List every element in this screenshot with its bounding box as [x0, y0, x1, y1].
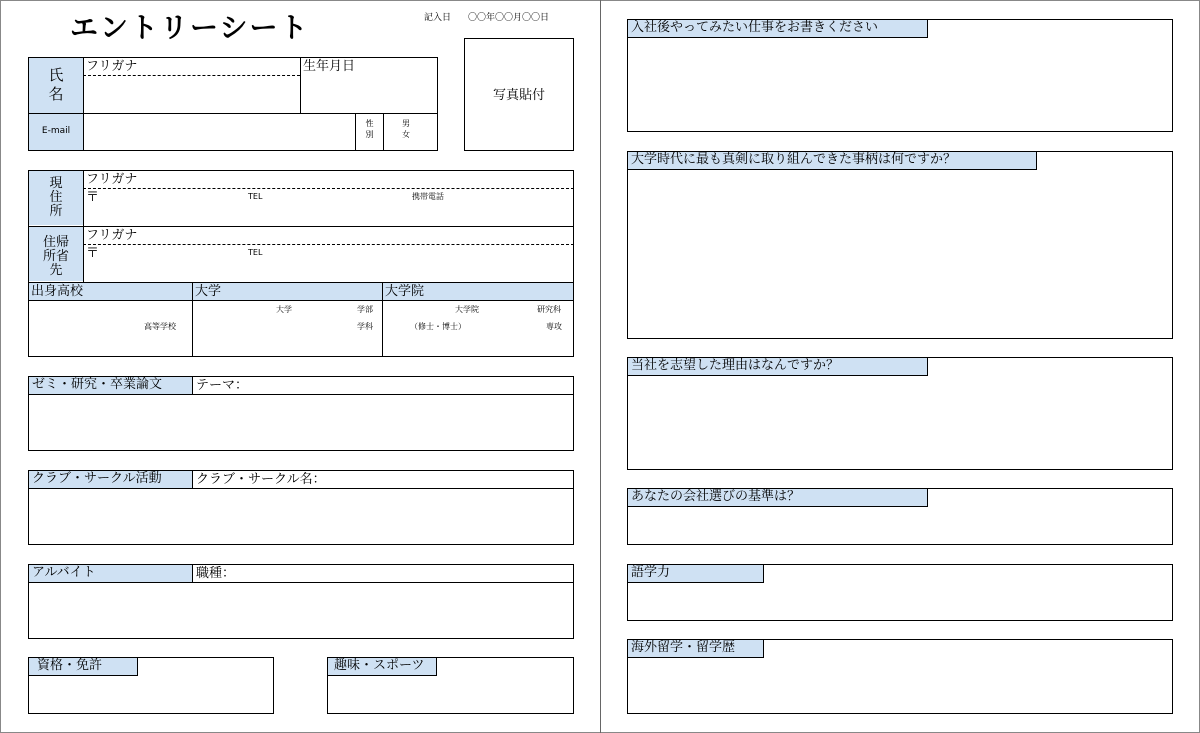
club-line — [28, 488, 574, 489]
home-tel-label: TEL — [248, 248, 263, 257]
current-address-label-cell — [29, 171, 83, 225]
q1-label: 入社後やってみたい仕事をお書きください — [627, 19, 928, 38]
parttime-job-label: 職種： — [196, 566, 236, 581]
university-input[interactable] — [194, 302, 380, 355]
faculty-suffix: 学部 — [357, 305, 373, 314]
education-col-line-2 — [382, 282, 383, 357]
department-suffix: 学科 — [357, 322, 373, 331]
center-divider — [600, 0, 601, 733]
current-furigana-label: フリガナ — [86, 172, 138, 187]
photo-box[interactable] — [464, 38, 574, 151]
license-label: 資格・免許 — [28, 657, 138, 676]
graduate-suffix: 大学院 — [455, 305, 479, 314]
name-label-2: 名 — [48, 85, 64, 103]
gender-label-2: 別 — [365, 130, 374, 139]
university-header: 大学 — [195, 284, 222, 299]
email-label: E-mail — [41, 126, 71, 136]
graduate-header: 大学院 — [385, 284, 425, 299]
highschool-suffix: 高等学校 — [144, 322, 176, 331]
home-address-label-1: 住帰 — [42, 235, 69, 250]
current-postal-mark: 〒 — [86, 190, 100, 205]
birth-col-line — [300, 57, 301, 113]
major-suffix: 専攻 — [546, 322, 562, 331]
address-row-line — [28, 226, 574, 227]
home-address-input[interactable] — [100, 245, 572, 281]
current-address-label-1: 現 — [49, 176, 63, 191]
gender-male[interactable]: 男 — [402, 119, 410, 128]
home-furigana-label: フリガナ — [86, 228, 138, 243]
home-postal-mark: 〒 — [86, 246, 100, 261]
current-mobile-label: 携帯電話 — [412, 192, 444, 201]
graduate-input[interactable] — [384, 302, 572, 355]
language-label: 語学力 — [627, 564, 764, 583]
name-furigana-label: フリガナ — [86, 59, 138, 74]
hobby-label: 趣味・スポーツ — [327, 657, 437, 676]
current-address-label-3: 所 — [49, 204, 63, 219]
home-address-label-3: 先 — [49, 263, 63, 278]
q4-label: あなたの会社選びの基準は？ — [627, 488, 928, 507]
parttime-label: アルバイト — [28, 564, 193, 583]
degree-note: （修士・博士） — [410, 322, 466, 331]
name-label-cell — [29, 58, 83, 113]
q2-label: 大学時代に最も真剣に取り組んできた事柄は何ですか？ — [627, 151, 1037, 170]
name-input[interactable] — [84, 76, 300, 113]
q3-label: 当社を志望した理由はなんですか？ — [627, 357, 928, 376]
home-address-label-2: 所省 — [42, 249, 69, 264]
name-label-1: 氏 — [48, 66, 64, 84]
gender-label-1: 性 — [365, 119, 374, 128]
research-suffix: 研究科 — [537, 305, 561, 314]
seminar-line — [28, 394, 574, 395]
date-value: 〇〇年〇〇月〇〇日 — [468, 13, 550, 23]
q2-box[interactable] — [627, 151, 1173, 339]
gender-female[interactable]: 女 — [402, 130, 410, 139]
highschool-input[interactable] — [30, 302, 190, 355]
study-abroad-label: 海外留学・留学歴 — [627, 639, 764, 658]
club-name-label: クラブ・サークル名： — [196, 472, 326, 487]
club-label: クラブ・サークル活動 — [28, 470, 193, 489]
education-col-line-1 — [192, 282, 193, 357]
date-label: 記入日 — [424, 13, 452, 23]
home-address-label-cell — [29, 227, 83, 281]
page-title: エントリーシート — [70, 11, 310, 44]
highschool-header: 出身高校 — [31, 284, 84, 299]
university-suffix: 大学 — [276, 305, 292, 314]
education-header-row — [29, 283, 573, 300]
education-header-line — [28, 300, 574, 301]
email-label-cell — [29, 114, 83, 150]
photo-label: 写真貼付 — [492, 88, 545, 103]
current-address-label-2: 住 — [49, 190, 63, 205]
current-address-input[interactable] — [100, 189, 572, 225]
birth-label: 生年月日 — [303, 59, 356, 74]
parttime-line — [28, 582, 574, 583]
current-tel-label: TEL — [248, 192, 263, 201]
seminar-label: ゼミ・研究・卒業論文 — [28, 376, 193, 395]
seminar-theme-label: テーマ： — [196, 378, 249, 393]
email-input[interactable] — [84, 114, 355, 150]
